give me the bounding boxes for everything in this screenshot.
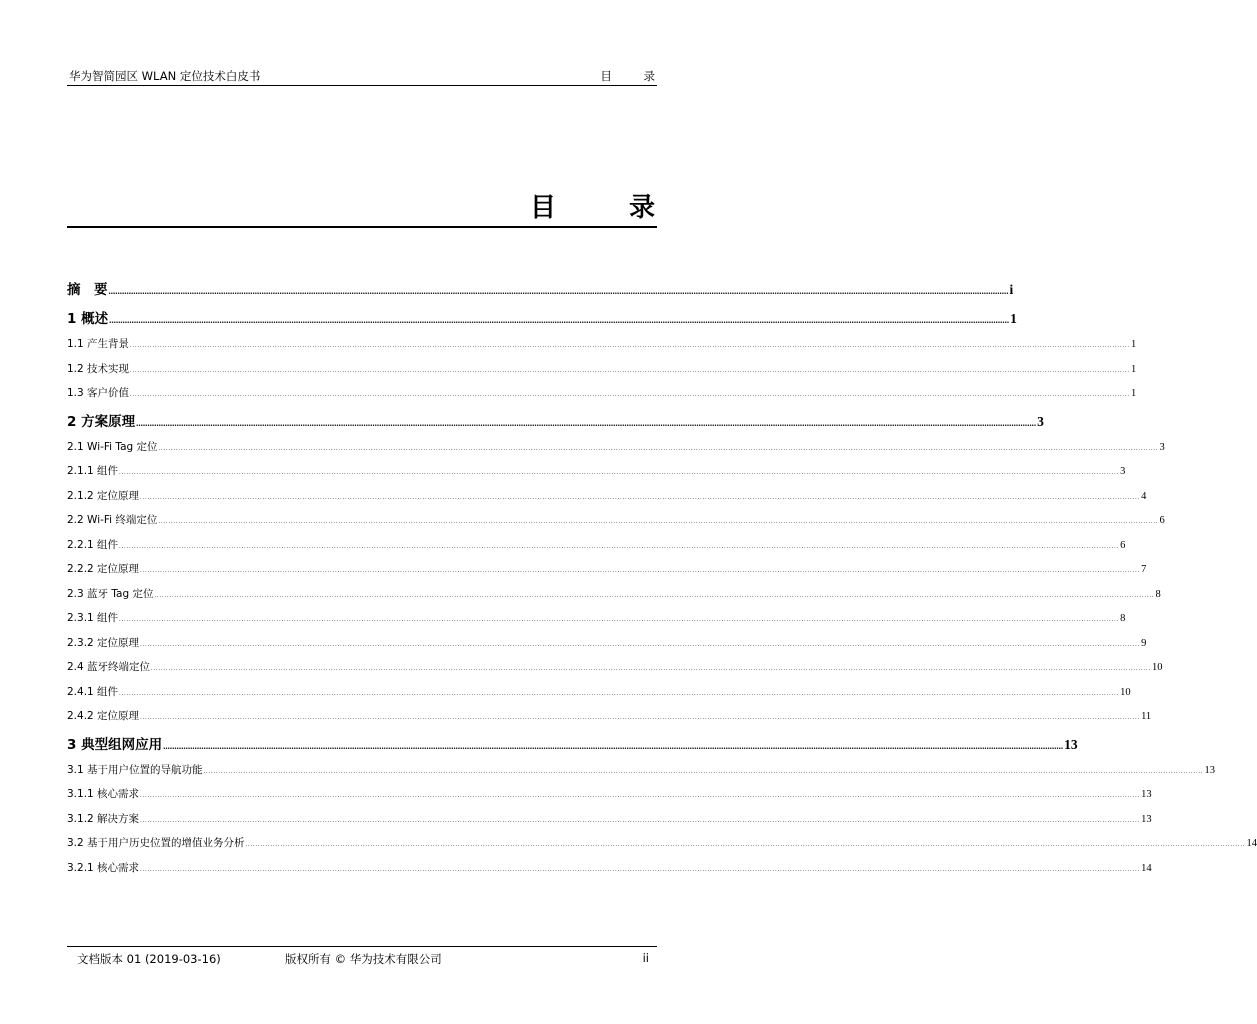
- table-of-contents: [67, 276, 1257, 880]
- toc-entry-label: 摘 要: [67, 282, 108, 298]
- toc-entry-page: 3: [1037, 413, 1044, 429]
- toc-entry[interactable]: [67, 305, 1017, 332]
- toc-entry-page: 14: [1141, 862, 1152, 874]
- toc-entry-label: 3.2 基于用户历史位置的增值业务分析: [67, 837, 245, 849]
- toc-entry[interactable]: [67, 704, 1152, 729]
- toc-entry-label: 1.1 产生背景: [67, 338, 130, 350]
- header-section-label: 目 录: [600, 69, 669, 83]
- toc-entry-page: 1: [1131, 363, 1137, 375]
- toc-entry-label: 1 概述: [67, 311, 109, 327]
- toc-entry[interactable]: [67, 332, 1137, 357]
- toc-entry-label: 2.4.1 组件: [67, 685, 119, 698]
- toc-entry[interactable]: [67, 731, 1078, 758]
- toc-entry[interactable]: [67, 631, 1147, 656]
- toc-leader-dots: ................................................................................................................................................................................................................................................................................................................................................................................................................: [140, 866, 1141, 873]
- toc-entry-page: 1: [1010, 311, 1017, 326]
- toc-entry-label: 2.2 Wi-Fi 终端定位: [67, 514, 158, 526]
- toc-leader-dots: ................................................................................................................................................................................................................................................................................................................................................................................................................: [163, 740, 1064, 751]
- running-header: [67, 67, 669, 86]
- toc-entry-page: 14: [1246, 838, 1257, 849]
- toc-entry[interactable]: [67, 435, 1165, 460]
- toc-leader-dots: ................................................................................................................................................................................................................................................................................................................................................................................................................: [158, 519, 1159, 525]
- toc-leader-dots: ................................................................................................................................................................................................................................................................................................................................................................................................................: [140, 568, 1141, 574]
- toc-entry-label: 3.1 基于用户位置的导航功能: [67, 763, 203, 776]
- toc-entry[interactable]: [67, 582, 1161, 607]
- toc-entry-page: 4: [1141, 490, 1147, 502]
- toc-entry-page: 8: [1120, 613, 1126, 624]
- toc-leader-dots: ................................................................................................................................................................................................................................................................................................................................................................................................................: [130, 392, 1131, 398]
- toc-entry-label: 3 典型组网应用: [67, 736, 163, 753]
- running-footer: [67, 946, 657, 967]
- toc-leader-dots: ................................................................................................................................................................................................................................................................................................................................................................................................................: [140, 715, 1141, 721]
- toc-entry-label: 2.3.2 定位原理: [67, 636, 140, 649]
- toc-entry[interactable]: [67, 508, 1165, 533]
- toc-entry[interactable]: [67, 557, 1147, 582]
- toc-leader-dots: ................................................................................................................................................................................................................................................................................................................................................................................................................: [119, 543, 1120, 550]
- toc-entry-page: 13: [1141, 813, 1152, 825]
- toc-entry[interactable]: [67, 680, 1131, 705]
- toc-entry[interactable]: [67, 459, 1126, 484]
- toc-entry[interactable]: [67, 856, 1152, 881]
- toc-leader-dots: ................................................................................................................................................................................................................................................................................................................................................................................................................: [140, 494, 1141, 501]
- toc-leader-dots: ................................................................................................................................................................................................................................................................................................................................................................................................................: [203, 768, 1204, 775]
- toc-leader-dots: ................................................................................................................................................................................................................................................................................................................................................................................................................: [245, 842, 1246, 848]
- toc-entry[interactable]: [67, 484, 1147, 509]
- toc-entry-page: 3: [1120, 466, 1126, 477]
- toc-leader-dots: ................................................................................................................................................................................................................................................................................................................................................................................................................: [108, 286, 1009, 296]
- toc-entry-label: 2.2.2 定位原理: [67, 563, 140, 575]
- toc-entry[interactable]: [67, 782, 1152, 807]
- toc-leader-dots: ................................................................................................................................................................................................................................................................................................................................................................................................................: [119, 470, 1120, 476]
- toc-entry-page: 13: [1204, 764, 1216, 776]
- toc-entry-label: 2.3 蓝牙 Tag 定位: [67, 587, 154, 600]
- toc-entry-page: 10: [1152, 662, 1163, 673]
- toc-entry-page: 13: [1064, 736, 1078, 752]
- page-number: ii: [642, 951, 649, 965]
- toc-leader-dots: ................................................................................................................................................................................................................................................................................................................................................................................................................: [140, 817, 1141, 824]
- toc-leader-dots: ................................................................................................................................................................................................................................................................................................................................................................................................................: [119, 617, 1120, 623]
- toc-entry-label: 2.1.2 定位原理: [67, 489, 140, 502]
- toc-entry[interactable]: [67, 807, 1152, 832]
- copyright-notice: 版权所有 © 华为技术有限公司: [285, 952, 442, 966]
- toc-entry[interactable]: [67, 276, 1014, 303]
- toc-entry-label: 2.1.1 组件: [67, 465, 119, 477]
- toc-leader-dots: ................................................................................................................................................................................................................................................................................................................................................................................................................: [140, 641, 1141, 648]
- toc-entry-label: 1.2 技术实现: [67, 362, 130, 375]
- toc-entry-page: 7: [1141, 564, 1147, 575]
- toc-entry-label: 3.1.1 核心需求: [67, 788, 140, 800]
- toc-entry-label: 2.4 蓝牙终端定位: [67, 661, 151, 673]
- toc-entry-label: 2.3.1 组件: [67, 612, 119, 624]
- document-version: 文档版本 01 (2019-03-16): [77, 952, 221, 966]
- toc-entry-label: 3.1.2 解决方案: [67, 812, 140, 825]
- toc-heading: [67, 190, 687, 228]
- toc-leader-dots: ................................................................................................................................................................................................................................................................................................................................................................................................................: [158, 445, 1159, 452]
- toc-entry-page: 1: [1131, 388, 1137, 399]
- toc-entry[interactable]: [67, 831, 1257, 856]
- toc-entry[interactable]: [67, 655, 1163, 680]
- toc-entry[interactable]: [67, 408, 1044, 435]
- toc-leader-dots: ................................................................................................................................................................................................................................................................................................................................................................................................................: [109, 315, 1010, 325]
- toc-entry-page: 3: [1159, 441, 1165, 453]
- toc-entry-page: i: [1009, 282, 1014, 297]
- toc-leader-dots: ................................................................................................................................................................................................................................................................................................................................................................................................................: [130, 367, 1131, 374]
- toc-leader-dots: ................................................................................................................................................................................................................................................................................................................................................................................................................: [119, 690, 1120, 697]
- toc-entry-page: 1: [1131, 339, 1137, 350]
- toc-entry-page: 10: [1120, 686, 1131, 698]
- toc-entry-label: 1.3 客户价值: [67, 387, 130, 399]
- toc-entry-page: 6: [1159, 515, 1165, 526]
- toc-entry-page: 13: [1141, 789, 1152, 800]
- toc-leader-dots: ................................................................................................................................................................................................................................................................................................................................................................................................................: [151, 666, 1152, 672]
- document-title: 华为智简园区 WLAN 定位技术白皮书: [69, 69, 261, 83]
- toc-entry-page: 8: [1155, 588, 1161, 600]
- toc-entry[interactable]: [67, 606, 1126, 631]
- toc-entry[interactable]: [67, 381, 1137, 406]
- toc-entry-label: 2.4.2 定位原理: [67, 710, 140, 722]
- toc-entry-label: 2.2.1 组件: [67, 538, 119, 551]
- toc-entry[interactable]: [67, 533, 1126, 558]
- toc-leader-dots: ................................................................................................................................................................................................................................................................................................................................................................................................................: [154, 592, 1155, 599]
- toc-title: 目 录: [529, 193, 687, 223]
- toc-leader-dots: ................................................................................................................................................................................................................................................................................................................................................................................................................: [136, 417, 1037, 428]
- toc-entry-label: 2 方案原理: [67, 413, 136, 430]
- toc-leader-dots: ................................................................................................................................................................................................................................................................................................................................................................................................................: [140, 793, 1141, 799]
- toc-entry-label: 3.2.1 核心需求: [67, 861, 140, 874]
- toc-entry[interactable]: [67, 357, 1137, 382]
- toc-entry-page: 11: [1141, 711, 1152, 722]
- toc-entry-label: 2.1 Wi-Fi Tag 定位: [67, 440, 158, 453]
- toc-entry-page: 6: [1120, 539, 1126, 551]
- toc-entry[interactable]: [67, 758, 1216, 783]
- toc-leader-dots: ................................................................................................................................................................................................................................................................................................................................................................................................................: [130, 343, 1131, 349]
- toc-entry-page: 9: [1141, 637, 1147, 649]
